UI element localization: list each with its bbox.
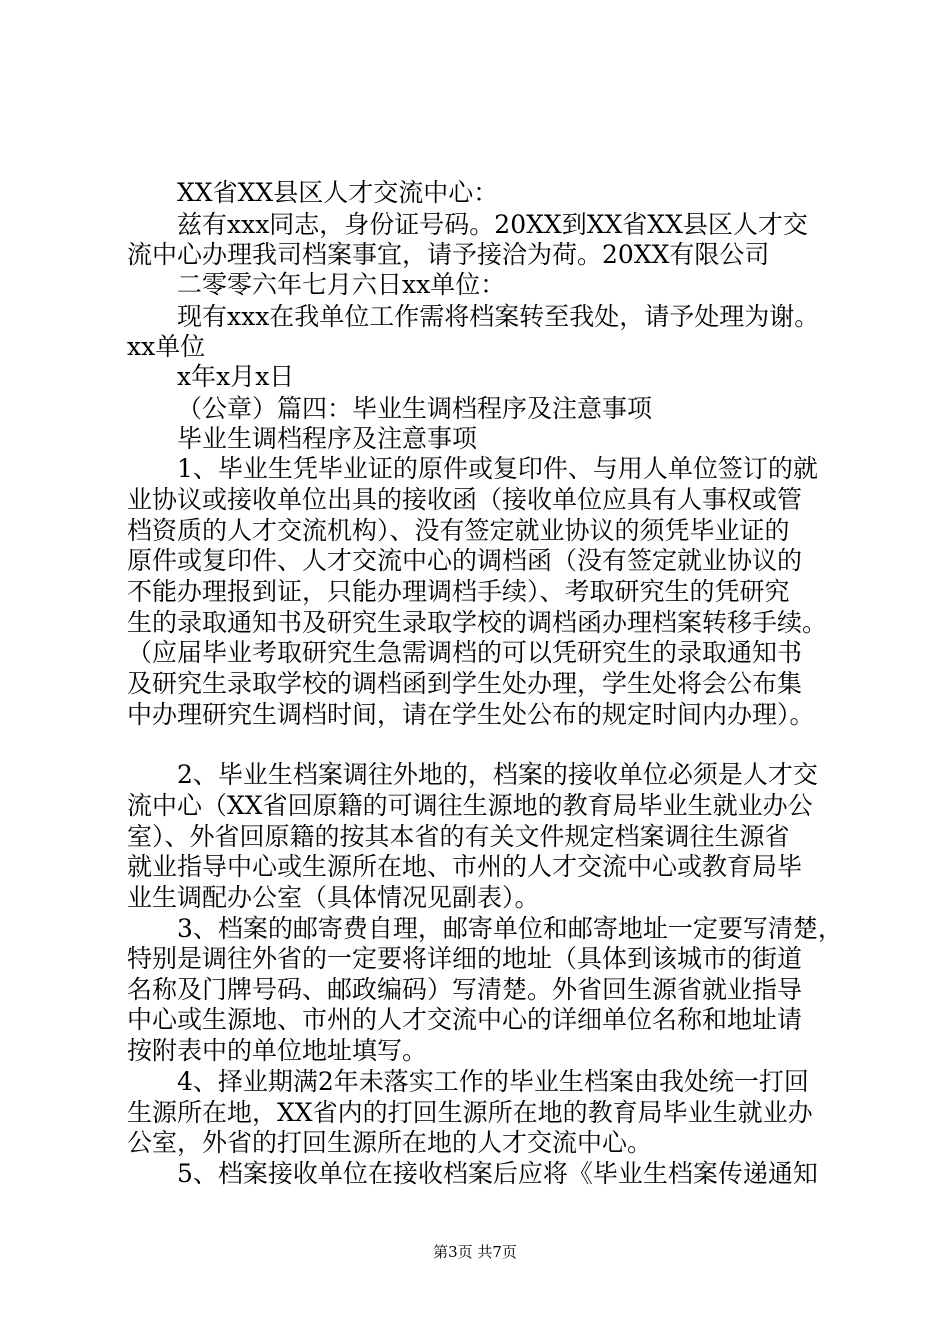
text-line: 档资质的人才交流机构）、没有签定就业协议的须凭毕业证的 bbox=[127, 516, 790, 545]
text-line: 4、择业期满2年未落实工作的毕业生档案由我处统一打回 bbox=[177, 1067, 809, 1096]
text-line: 生源所在地，XX省内的打回生源所在地的教育局毕业生就业办 bbox=[127, 1098, 813, 1127]
text-line: 室）、外省回原籍的按其本省的有关文件规定档案调往生源省 bbox=[127, 822, 790, 851]
text-line: 流中心（XX省回原籍的可调往生源地的教育局毕业生就业办公 bbox=[127, 791, 813, 820]
text-line: 业协议或接收单位出具的接收函（接收单位应具有人事权或管 bbox=[127, 485, 803, 514]
text-line: 兹有xxx同志，身份证号码。20XX到XX省XX县区人才交 bbox=[177, 210, 808, 239]
text-line: 中心或生源地、市州的人才交流中心的详细单位名称和地址请 bbox=[127, 1005, 803, 1034]
text-line: 毕业生调档程序及注意事项 bbox=[177, 424, 478, 453]
text-line: （公章）篇四：毕业生调档程序及注意事项 bbox=[177, 394, 653, 423]
text-line: 及研究生录取学校的调档函到学生处办理，学生处将会公布集 bbox=[127, 669, 803, 698]
text-line: 1、毕业生凭毕业证的原件或复印件、与用人单位签订的就 bbox=[177, 454, 818, 483]
text-line: 按附表中的单位地址填写。 bbox=[127, 1036, 428, 1065]
page-number-footer: 第3页 共7页 bbox=[433, 1243, 517, 1261]
text-line: 业生调配办公室（具体情况见副表）。 bbox=[127, 883, 540, 912]
text-line: （应届毕业考取研究生急需调档的可以凭研究生的录取通知书 bbox=[127, 638, 803, 667]
text-line: 二零零六年七月六日xx单位： bbox=[177, 270, 506, 299]
text-line: 原件或复印件、人才交流中心的调档函（没有签定就业协议的 bbox=[127, 546, 803, 575]
text-line: 中办理研究生调档时间，请在学生处公布的规定时间内办理）。 bbox=[127, 700, 815, 729]
text-line: 特别是调往外省的一定要将详细的地址（具体到该城市的街道 bbox=[127, 944, 803, 973]
text-line: 公室，外省的打回生源所在地的人才交流中心。 bbox=[127, 1128, 653, 1157]
text-line: 3、档案的邮寄费自理，邮寄单位和邮寄地址一定要写清楚， bbox=[177, 914, 843, 943]
text-line: 现有xxx在我单位工作需将档案转至我处，请予处理为谢。 bbox=[177, 302, 820, 331]
text-line: 2、毕业生档案调往外地的，档案的接收单位必须是人才交 bbox=[177, 760, 818, 789]
text-line: xx单位 bbox=[127, 332, 206, 361]
text-line: 流中心办理我司档案事宜，请予接洽为荷。20XX有限公司 bbox=[127, 240, 770, 269]
text-line: x年x月x日 bbox=[177, 362, 295, 391]
text-line: 5、档案接收单位在接收档案后应将《毕业生档案传递通知 bbox=[177, 1159, 818, 1188]
text-line: 就业指导中心或生源所在地、市州的人才交流中心或教育局毕 bbox=[127, 852, 803, 881]
text-line: XX省XX县区人才交流中心： bbox=[177, 178, 499, 207]
text-line: 生的录取通知书及研究生录取学校的调档函办理档案转移手续。 bbox=[127, 608, 828, 637]
text-line: 名称及门牌号码、邮政编码）写清楚。外省回生源省就业指导 bbox=[127, 975, 803, 1004]
text-line: 不能办理报到证，只能办理调档手续）、考取研究生的凭研究 bbox=[127, 577, 790, 606]
